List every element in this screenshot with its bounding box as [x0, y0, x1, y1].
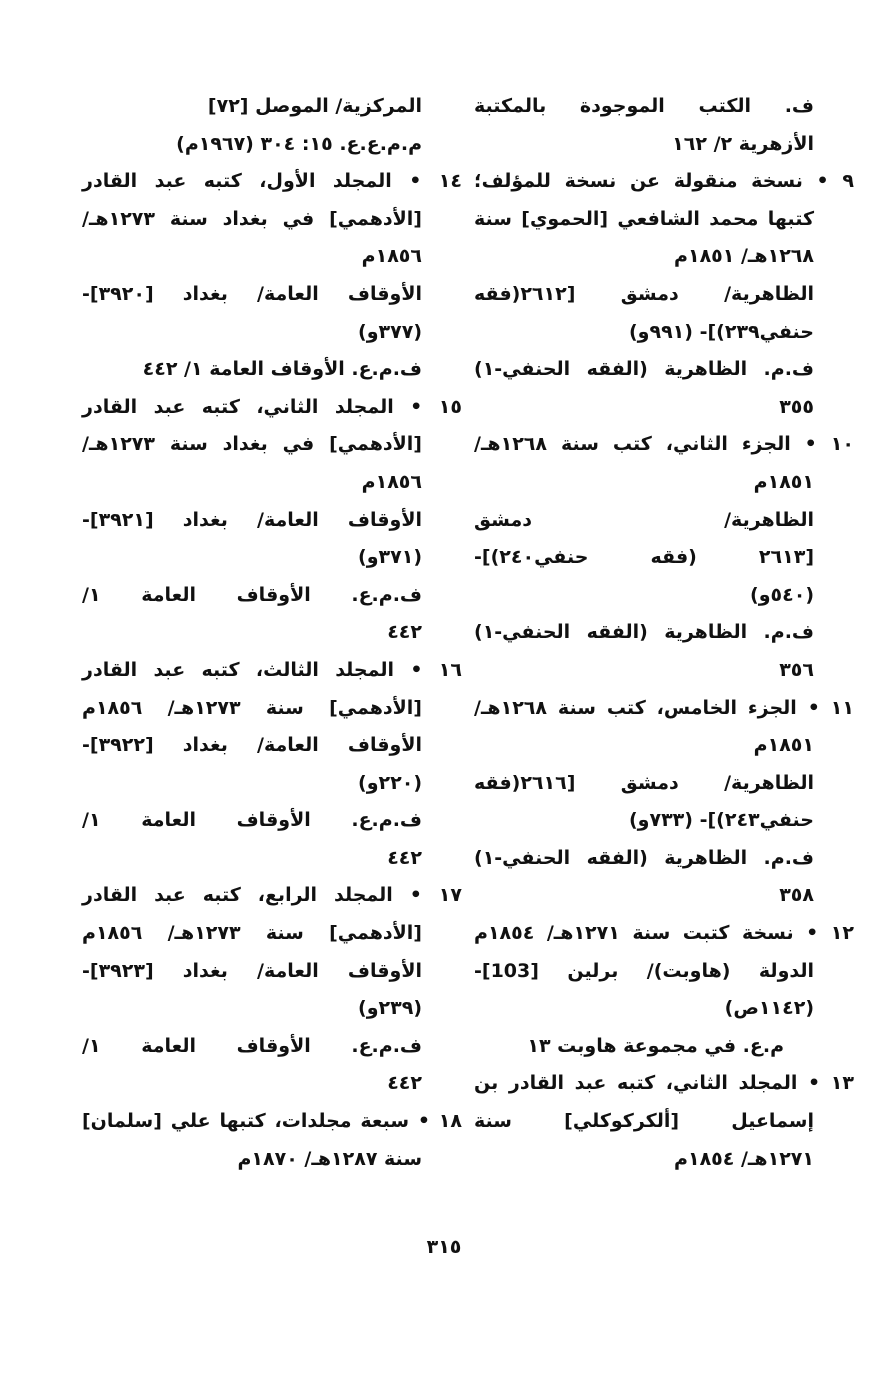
- entry-line: ١٨٥٦م: [361, 245, 422, 268]
- right-column: [474, 88, 854, 1178]
- entry-heading-line: ١٧ • المجلد الرابع، كتبه عبد القادر: [82, 884, 462, 907]
- left-column: [82, 88, 462, 1178]
- entry-line: ٤٤٢: [387, 621, 422, 644]
- entry-line: الدولة (هاوبت)/ برلين [103]-: [474, 959, 814, 982]
- entry-heading-line: ١٥ • المجلد الثاني، كتبه عبد القادر: [82, 395, 462, 418]
- page-number: ٣١٥: [426, 1236, 462, 1258]
- entry-line: ف. الكتب الموجودة بالمكتبة: [474, 95, 814, 117]
- entry-heading-line: ١٤ • المجلد الأول، كتبه عبد القادر: [82, 170, 462, 193]
- entry-line: حنفي٢٣٩)]- (٩٩١و): [628, 320, 814, 343]
- entry-line: الظاهرية/ دمشق: [474, 508, 814, 531]
- catalog-entry: [474, 426, 854, 689]
- entry-line: ف.م.ع. الأوقاف العامة ١/: [82, 1034, 422, 1057]
- entry-line: م.ع. في مجموعة هاوبت ١٣: [527, 1034, 784, 1057]
- entry-line: ف.م.ع. الأوقاف العامة ١/ ٤٤٢: [142, 358, 422, 381]
- catalog-entry: [82, 877, 462, 1103]
- entry-line: ١٨٥٦م: [361, 470, 422, 493]
- entry-line: الأزهرية ٢/ ١٦٢: [672, 132, 814, 155]
- catalog-entry: [474, 690, 854, 916]
- entry-line: ف.م. الظاهرية (الفقه الحنفي-١): [474, 358, 814, 381]
- entry-line: (٥٤٠و): [750, 583, 814, 606]
- entry-line: [الأدهمي] سنة ١٢٧٣هـ/ ١٨٥٦م: [82, 922, 422, 945]
- entry-line: الأوقاف العامة/ بغداد [٣٩٢٢]-: [82, 734, 422, 757]
- entry-line: [٢٦١٣ (فقه حنفي٢٤٠)]-: [474, 546, 814, 569]
- entry-line: ١٨٥١م: [753, 734, 814, 757]
- entry-line: ١٢٧١هـ/ ١٨٥٤م: [674, 1147, 814, 1170]
- entry-heading-line: ١١ • الجزء الخامس، كتب سنة ١٢٦٨هـ/: [474, 696, 854, 719]
- catalog-entry: [474, 88, 814, 163]
- catalog-entry: [82, 88, 422, 163]
- entry-line: ف.م. الظاهرية (الفقه الحنفي-١): [474, 846, 814, 869]
- entry-heading-line: ٩ • نسخة منقولة عن نسخة للمؤلف؛: [474, 170, 854, 193]
- entry-heading-line: ١٦ • المجلد الثالث، كتبه عبد القادر: [82, 658, 462, 681]
- entry-line: الأوقاف العامة/ بغداد [٣٩٢١]-: [82, 508, 422, 531]
- entry-line: ٣٥٥: [779, 395, 814, 418]
- entry-line: ٤٤٢: [387, 846, 422, 869]
- entry-line: الظاهرية/ دمشق [٢٦١٢(فقه: [474, 282, 814, 305]
- entry-line: ف.م.ع. الأوقاف العامة ١/: [82, 809, 422, 832]
- entry-heading-line: ١٢ • نسخة كتبت سنة ١٢٧١هـ/ ١٨٥٤م: [474, 922, 854, 945]
- catalog-entry: [82, 652, 462, 878]
- entry-heading-line: ١٣ • المجلد الثاني، كتبه عبد القادر بن: [474, 1072, 854, 1095]
- entry-heading-line: ١٨ • سبعة مجلدات، كتبها علي [سلمان]: [82, 1110, 462, 1133]
- entry-line: الأوقاف العامة/ بغداد [٣٩٢٠]-: [82, 282, 422, 305]
- entry-line: (٣٧٧و): [358, 320, 422, 343]
- catalog-entry: [474, 915, 854, 1065]
- entry-line: (٢٣٩و): [358, 997, 422, 1020]
- catalog-entry: [474, 1065, 854, 1178]
- entry-line: (٢٢٠و): [358, 771, 422, 794]
- entry-line: ف.م. الظاهرية (الفقه الحنفي-١): [474, 621, 814, 644]
- entry-line: ١٨٥١م: [753, 470, 814, 493]
- entry-line: (١١٤٢ص): [724, 997, 814, 1020]
- entry-line: حنفي٢٤٣)]- (٧٣٣و): [628, 809, 814, 832]
- catalog-entry: [82, 1103, 462, 1178]
- entry-line: [الأدهمي] في بغداد سنة ١٢٧٣هـ/: [82, 207, 422, 230]
- entry-line: (٣٧١و): [358, 546, 422, 569]
- catalog-entry: [474, 163, 854, 426]
- entry-line: المركزية/ الموصل [٧٢]: [207, 95, 422, 117]
- entry-line: [الأدهمي] في بغداد سنة ١٢٧٣هـ/: [82, 433, 422, 456]
- entry-line: الظاهرية/ دمشق [٢٦١٦(فقه: [474, 771, 814, 794]
- entry-line: سنة ١٢٨٧هـ/ ١٨٧٠م: [237, 1147, 422, 1170]
- entry-line: الأوقاف العامة/ بغداد [٣٩٢٣]-: [82, 959, 422, 982]
- entry-line: إسماعيل [ألكركوكلي] سنة: [474, 1110, 814, 1133]
- entry-line: ٣٥٦: [779, 658, 814, 681]
- entry-line: ١٢٦٨هـ/ ١٨٥١م: [674, 245, 814, 268]
- entry-line: ٤٤٢: [387, 1072, 422, 1095]
- entry-heading-line: ١٠ • الجزء الثاني، كتب سنة ١٢٦٨هـ/: [474, 433, 854, 456]
- entry-line: كتبها محمد الشافعي [الحموي] سنة: [474, 207, 814, 230]
- catalog-entry: [82, 163, 462, 389]
- entry-line: ف.م.ع. الأوقاف العامة ١/: [82, 583, 422, 606]
- catalog-entry: [82, 389, 462, 652]
- entry-line: [الأدهمي] سنة ١٢٧٣هـ/ ١٨٥٦م: [82, 696, 422, 719]
- entry-line: ٣٥٨: [779, 884, 814, 907]
- entry-line: م.م.ع.ع. ١٥: ٣٠٤ (١٩٦٧م): [176, 132, 422, 155]
